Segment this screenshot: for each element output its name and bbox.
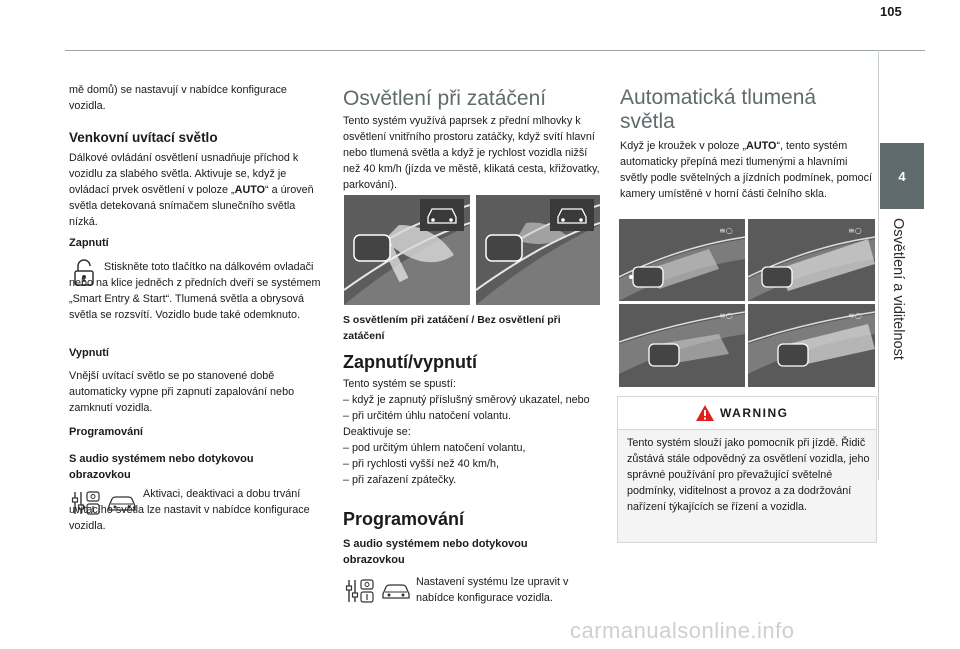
cornering-light-on-image: [344, 195, 470, 305]
col1-off-block: [69, 347, 319, 359]
list-item: – při určitém úhlu natočení volantu.: [343, 410, 512, 422]
col2-heading: Osvětlení při zatáčení: [343, 87, 547, 110]
col2-prog-heading: Programování: [343, 509, 465, 529]
auto-beam-image-1: [619, 219, 745, 301]
warning-triangle-icon: [695, 404, 715, 422]
col2-caption: S osvětlením při zatáčení / Bez osvětlení při zatáčení: [343, 314, 561, 342]
auto-beam-image-3: [619, 304, 745, 387]
col2-prog-sub: S audio systémem nebo dotykovou obrazovkou: [343, 538, 528, 566]
col1-para1: Dálkové ovládání osvětlení usnadňuje příchod k vozidlu za slabého světla. Aktivuje se, když je ovládací prvek osvětlení v poloze „AUTO“ a úroveň světla detekovaná snímačem slunečního světla nízká.: [69, 152, 314, 228]
list-item: – pod určitým úhlem natočení volantu,: [343, 442, 526, 454]
sliders-icon: [345, 578, 375, 604]
list-item: – při zařazení zpátečky.: [343, 474, 457, 486]
auto-beam-illustration-3: [619, 304, 745, 387]
col2-intro-block: [343, 113, 601, 193]
warning-body: [627, 435, 870, 515]
col2-onoff-heading: Zapnutí/vypnutí: [343, 352, 477, 372]
col2-prog-sub-block: [343, 536, 583, 568]
auto-beam-image-2: [748, 219, 875, 301]
cornering-light-on-illustration: [344, 195, 470, 305]
auto-beam-illustration-1: [619, 219, 745, 301]
col3-heading: Automatická tlumená světla: [620, 86, 817, 133]
col1-on-block: [69, 237, 319, 249]
col1-prog-text: Aktivaci, deaktivaci a dobu trvání uvítacího světla lze nastavit v nabídce konfigurace vozidla.: [69, 488, 310, 532]
warning-text: Tento systém slouží jako pomocník při jízdě. Řidič zůstává stále odpovědný za osvětlení vozidla, jeho správné používání pro převažující světelné podmínky, viditelnost a provoz a za dodržování nařízení týkajících se řízení a vozidla.: [627, 437, 870, 513]
car-icon: [381, 581, 411, 601]
list-item: – při rychlosti vyšší než 40 km/h,: [343, 458, 500, 470]
chapter-title-text: Osvětlení a viditelnost: [890, 218, 906, 360]
col2-prog-heading-block: [343, 509, 601, 530]
col1-off-text: Vnější uvítací světlo se po stanovené době automaticky vypne při zapnutí zapalování nebo zamknutí vozidla.: [69, 370, 295, 414]
list-item: Deaktivuje se:: [343, 426, 411, 438]
col1-prog-block: [69, 426, 319, 438]
col1-on-heading: Zapnutí: [69, 237, 109, 249]
col1-on-text: Stiskněte toto tlačítko na dálkovém ovladači nebo na klice jedněch z předních dveří se systémem „Smart Entry & Start“. Tlumená světla a obrysová světla se rozsvítí. Vozidlo bude také odemknuto.: [69, 261, 321, 321]
col1-on-text-block: [69, 259, 321, 323]
col1-prog-sub: S audio systémem nebo dotykovou obrazovkou: [69, 453, 254, 481]
svg-text:≡○: ≡○: [719, 311, 733, 320]
chapter-tab[interactable]: 4: [880, 143, 924, 209]
auto-beam-illustration-2: [748, 219, 875, 301]
chapter-title: [878, 218, 924, 458]
list-item: – když je zapnutý příslušný směrový ukazatel, nebo: [343, 394, 590, 406]
watermark: carmanualsonline.info: [570, 618, 795, 643]
warning-header: [618, 397, 876, 430]
col3-heading-block: [620, 86, 860, 134]
auto-beam-illustration-4: [748, 304, 875, 387]
col3-intro-block: [620, 138, 875, 202]
col2-heading-block: [343, 87, 601, 111]
col1-off-text-block: [69, 368, 319, 416]
col1-heading-block: [69, 130, 319, 145]
cornering-light-off-illustration: [476, 195, 600, 305]
col3-intro: Když je kroužek v poloze „AUTO“, tento systém automaticky přepíná mezi tlumenými a hlavními světly podle světelných a jízdních podmínek, pomocí kamery umístěné v horní části čelního skla.: [620, 140, 873, 200]
col2-caption-block: [343, 312, 595, 344]
warning-title: WARNING: [720, 406, 789, 420]
col2-prog-text-block: [416, 574, 601, 606]
col1-off-heading: Vypnutí: [69, 347, 109, 359]
col1-intro: mě domů) se nastavují v nabídce konfigurace vozidla.: [69, 84, 287, 112]
col1-prog-heading: Programování: [69, 426, 143, 438]
col2-onoff-list: [343, 376, 601, 488]
column-1: [69, 82, 319, 114]
col2-prog-text: Nastavení systému lze upravit v nabídce konfigurace vozidla.: [416, 576, 569, 604]
col1-para1-block: [69, 150, 319, 230]
col2-onoff-heading-block: [343, 352, 601, 373]
top-divider: [65, 50, 925, 51]
cornering-light-off-image: [476, 195, 600, 305]
svg-text:≡○: ≡○: [719, 226, 733, 235]
col1-prog-text-block: [69, 486, 321, 534]
col1-prog-sub-block: [69, 451, 309, 483]
col2-intro: Tento systém využívá paprsek z přední mlhovky k osvětlení vnitřního prostoru zatáčky, když svítí hlavní nebo tlumená světla a když je rychlost vozidla nižší než 40 km/h (jízda ve městě, klikatá cesta, křižovatky, parkování).: [343, 115, 600, 191]
svg-text:≡○: ≡○: [848, 311, 862, 320]
auto-beam-image-4: [748, 304, 875, 387]
list-item: Tento systém se spustí:: [343, 378, 456, 390]
svg-text:≡○: ≡○: [848, 226, 862, 235]
page-number: 105: [880, 4, 902, 19]
warning-box: [617, 396, 877, 543]
col1-heading: Venkovní uvítací světlo: [69, 130, 218, 145]
